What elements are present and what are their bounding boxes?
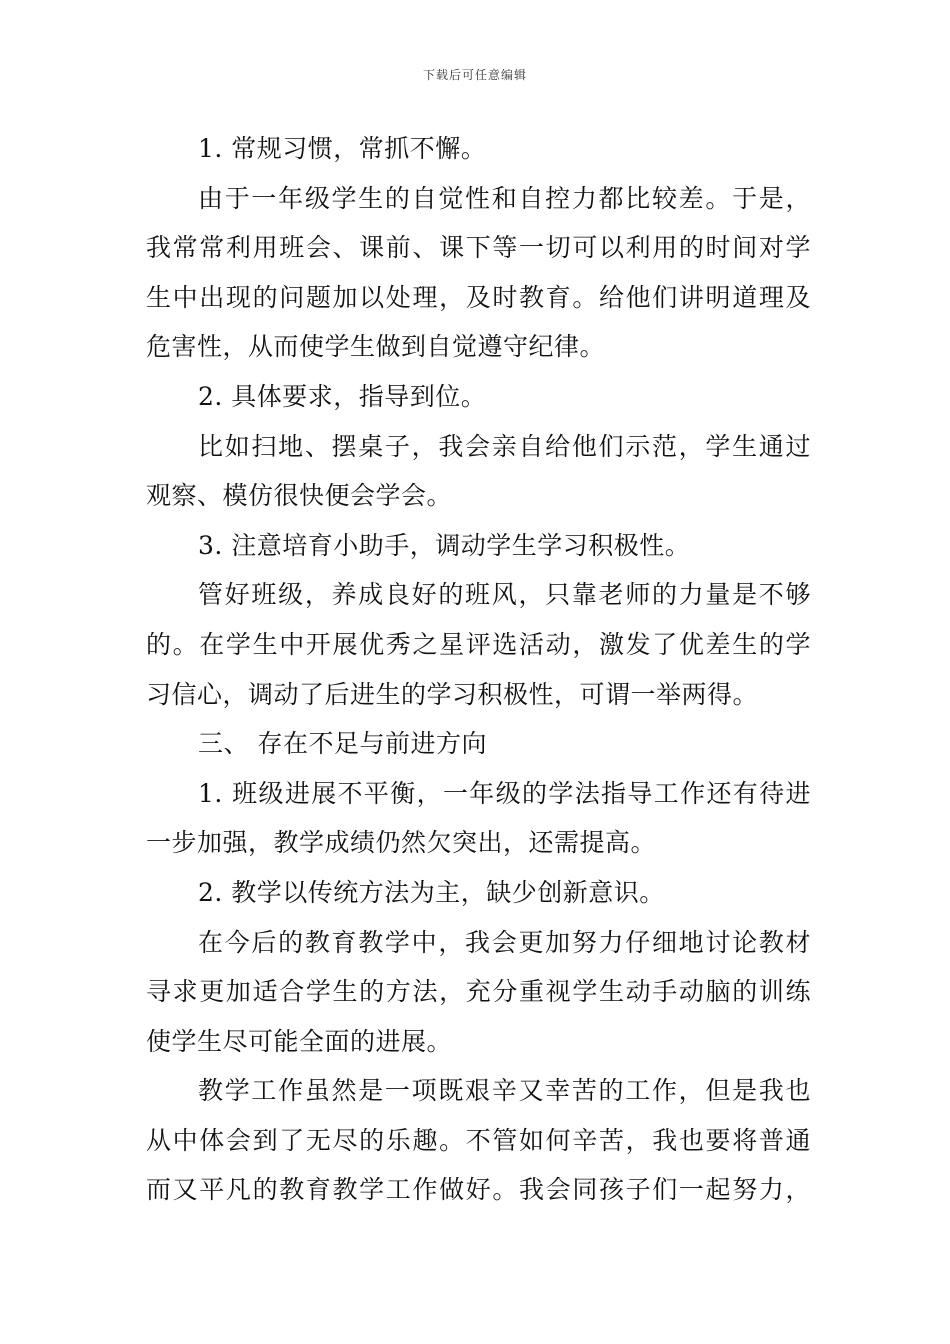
- chapter-heading: 三、 存在不足与前进方向: [198, 729, 487, 759]
- paragraph-line: 在今后的教育教学中，我会更加努力仔细地讨论教材: [198, 927, 811, 957]
- paragraph-line: 寻求更加适合学生的方法，充分重视学生动手动脑的训练: [146, 977, 811, 1007]
- paragraph-line: 2. 教学以传统方法为主，缺少创新意识。: [198, 877, 665, 907]
- paragraph-line: 我常常利用班会、课前、课下等一切可以利用的时间对学: [146, 233, 811, 263]
- paragraph-line: 观察、模仿很快便会学会。: [146, 481, 453, 511]
- header-note: 下载后可任意编辑: [422, 68, 527, 82]
- paragraph-line: 由于一年级学生的自觉性和自控力都比较差。于是，: [198, 183, 811, 213]
- paragraph-line: 1. 班级进展不平衡，一年级的学法指导工作还有待进: [198, 778, 811, 808]
- paragraph-line: 一步加强，教学成绩仍然欠突出，还需提高。: [146, 828, 657, 858]
- paragraph-line: 的。在学生中开展优秀之星评选活动，激发了优差生的学: [146, 629, 811, 659]
- paragraph-line: 教学工作虽然是一项既艰辛又幸苦的工作，但是我也: [198, 1076, 811, 1106]
- paragraph-line: 而又平凡的教育教学工作做好。我会同孩子们一起努力，: [146, 1175, 811, 1205]
- paragraph-line: 生中出现的问题加以处理，及时教育。给他们讲明道理及: [146, 282, 811, 312]
- paragraph-line: 习信心，调动了后进生的学习积极性，可谓一举两得。: [146, 679, 759, 709]
- section-heading-2: 2. 具体要求，指导到位。: [198, 381, 487, 411]
- paragraph-line: 使学生尽可能全面的进展。: [146, 1026, 453, 1056]
- section-heading-1: 1. 常规习惯，常抓不懈。: [198, 134, 487, 163]
- document-body: [146, 124, 811, 1215]
- paragraph-line: 危害性，从而使学生做到自觉遵守纪律。: [146, 332, 606, 362]
- section-heading-3: 3. 注意培育小助手，调动学生学习积极性。: [198, 530, 691, 560]
- paragraph-line: 比如扫地、摆桌子，我会亲自给他们示范，学生通过: [198, 431, 811, 461]
- paragraph-line: 管好班级，养成良好的班风，只靠老师的力量是不够: [198, 580, 811, 610]
- paragraph-line: 从中体会到了无尽的乐趣。不管如何辛苦，我也要将普通: [146, 1125, 811, 1155]
